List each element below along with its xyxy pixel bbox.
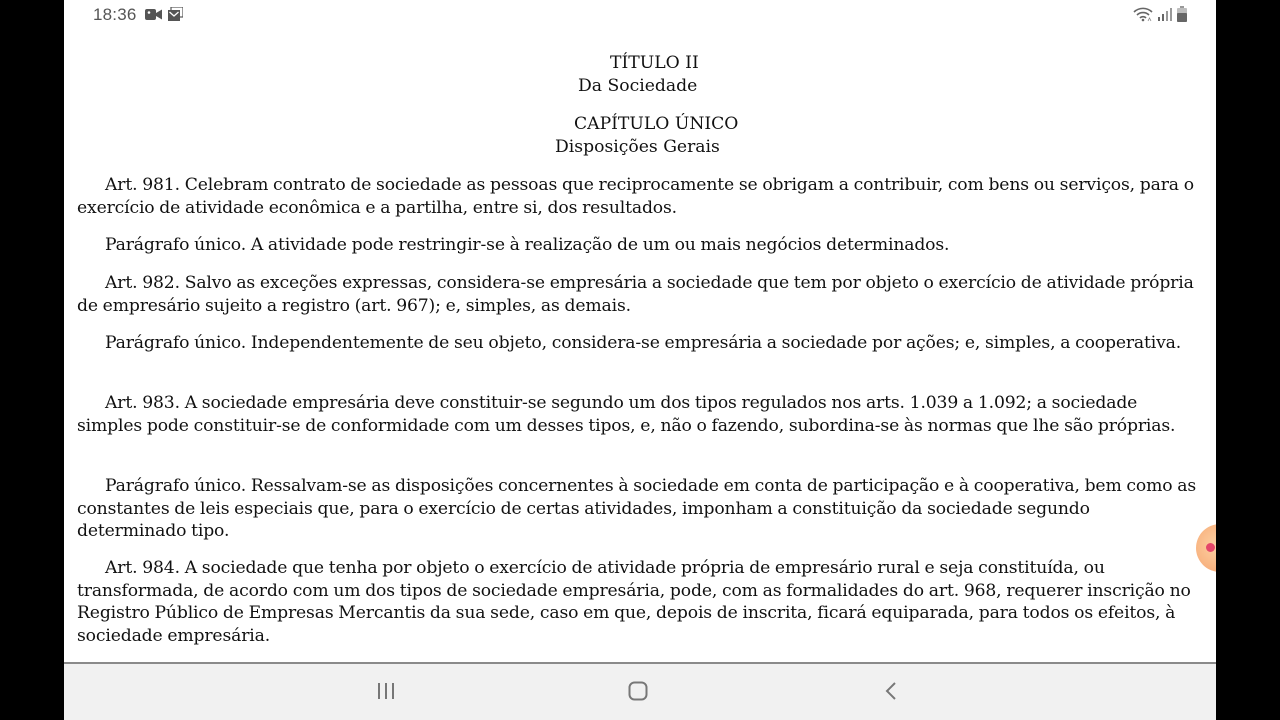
article-981: Art. 981. Celebram contrato de sociedade as pessoas que reciprocamente se obrigam a contribuir, com bens ou serviços, para o exercício de atividade econômica e a partilha, entre si, dos resultados.	[77, 175, 1194, 218]
bubble-dot	[1206, 543, 1215, 552]
title-heading: TÍTULO II	[610, 53, 699, 73]
signal-icon	[1158, 7, 1172, 26]
title-subheading: Da Sociedade	[578, 76, 698, 96]
chapter-heading: CAPÍTULO ÚNICO	[574, 114, 739, 134]
battery-icon	[1177, 6, 1187, 27]
wifi-icon	[1133, 7, 1153, 27]
recent-apps-button[interactable]	[366, 678, 406, 708]
article-984: Art. 984. A sociedade que tenha por objeto o exercício de atividade própria de empresário rural e seja constituída, ou transformada, de acordo com um dos tipos de sociedade empresária, pode, com as formalidades do art. 968, requerer inscrição no Registro Público de Empresas Mercantis da sua sede, caso em que, depois de inscrita, ficará equiparada, para todos os efeitos, à sociedade empresária.	[77, 558, 1191, 646]
chapter-subheading: Disposições Gerais	[555, 137, 720, 157]
article-983: Art. 983. A sociedade empresária deve constituir-se segundo um dos tipos regulados nos arts. 1.039 a 1.092; a sociedade simples pode constituir-se de conformidade com um desses tipos, e, não o fazendo, subordina-se às normas que lhe são próprias.	[77, 393, 1176, 436]
status-time: 18:36	[93, 5, 137, 24]
recent-apps-icon	[376, 682, 396, 705]
home-icon	[628, 681, 648, 706]
document-view[interactable]	[64, 30, 1216, 662]
article-981-paragraph: Parágrafo único. A atividade pode restringir-se à realização de um ou mais negócios determinados.	[105, 235, 950, 255]
video-camera-icon	[145, 8, 162, 26]
back-button[interactable]	[871, 678, 911, 708]
article-983-paragraph: Parágrafo único. Ressalvam-se as disposições concernentes à sociedade em conta de participação e à cooperativa, bem como as constantes de leis especiais que, para o exercício de certas atividades, imponham a constituição da sociedade segundo determinado tipo.	[77, 476, 1197, 542]
navigation-bar	[64, 662, 1216, 720]
phone-screen	[64, 0, 1216, 720]
home-button[interactable]	[618, 678, 658, 708]
article-982-paragraph: Parágrafo único. Independentemente de seu objeto, considera-se empresária a sociedade por ações; e, simples, a cooperativa.	[105, 333, 1182, 353]
article-982: Art. 982. Salvo as exceções expressas, considera-se empresária a sociedade que tem por objeto o exercício de atividade própria de empresário sujeito a registro (art. 967); e, simples, as demais.	[77, 273, 1194, 316]
back-icon	[884, 681, 898, 706]
status-bar	[64, 0, 1216, 30]
mail-icon	[168, 7, 183, 26]
